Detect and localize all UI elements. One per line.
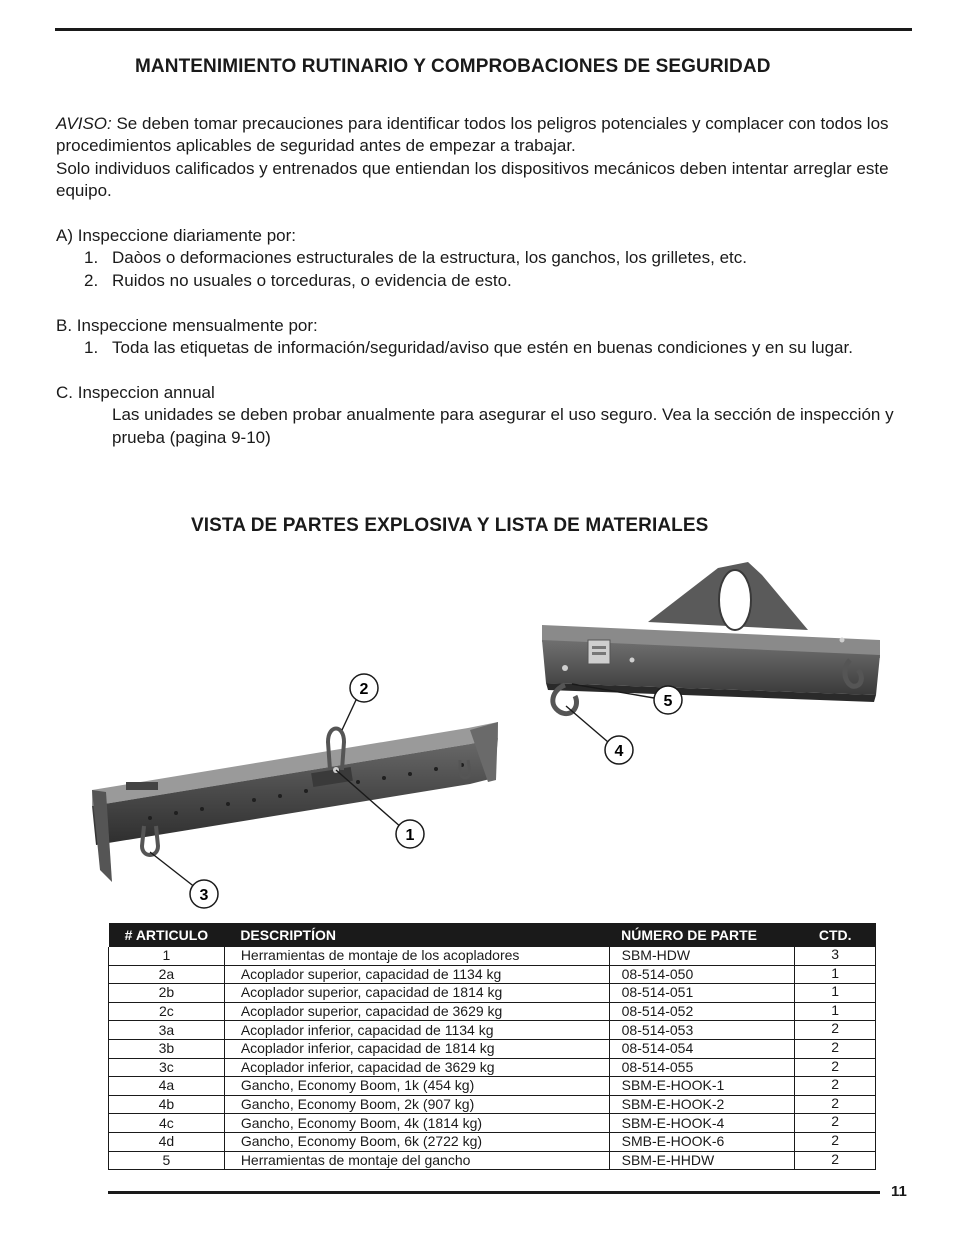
cell-qty: 2	[795, 1039, 876, 1058]
table-row	[109, 1039, 876, 1058]
spreader-beam-with-lug-illustration	[542, 562, 880, 714]
table-row	[109, 1114, 876, 1133]
item-text: Toda las etiquetas de información/seguridad/aviso que estén en buenas condiciones y en su lugar.	[112, 338, 853, 358]
cell-item: 4b	[109, 1095, 225, 1114]
item-text: Daòos o deformaciones estructurales de la estructura, los ganchos, los grilletes, etc.	[112, 248, 747, 268]
cell-qty: 2	[795, 1132, 876, 1151]
page-number: 11	[891, 1183, 907, 1200]
bill-of-materials-table	[108, 923, 876, 1170]
cell-item: 1	[109, 947, 225, 965]
item-text: Ruidos no usuales o torceduras, o evidencia de esto.	[112, 270, 512, 290]
cell-description: Gancho, Economy Boom, 6k (2722 kg)	[224, 1132, 609, 1151]
cell-part-number: SBM-HDW	[609, 947, 795, 965]
notice-label: AVISO:	[56, 114, 112, 133]
bottom-rule	[108, 1191, 880, 1194]
callout-4	[605, 736, 633, 764]
callout-5-label: 5	[663, 693, 673, 710]
cell-qty: 1	[795, 984, 876, 1003]
cell-description: Acoplador superior, capacidad de 3629 kg	[224, 1002, 609, 1021]
cell-description: Acoplador superior, capacidad de 1134 kg	[224, 965, 609, 984]
cell-qty: 1	[795, 1002, 876, 1021]
cell-qty: 2	[795, 1021, 876, 1040]
cell-part-number: SBM-E-HOOK-4	[609, 1114, 795, 1133]
cell-description: Herramientas de montaje de los acopladores	[224, 947, 609, 965]
cell-qty: 2	[795, 1151, 876, 1170]
item-number: 1.	[84, 248, 99, 268]
callout-2	[350, 674, 378, 702]
cell-description: Acoplador inferior, capacidad de 1814 kg	[224, 1039, 609, 1058]
cell-item: 2c	[109, 1002, 225, 1021]
cell-item: 4d	[109, 1132, 225, 1151]
cell-part-number: 08-514-054	[609, 1039, 795, 1058]
table-row	[109, 947, 876, 965]
cell-item: 4a	[109, 1077, 225, 1096]
table-row	[109, 1095, 876, 1114]
cell-description: Gancho, Economy Boom, 2k (907 kg)	[224, 1095, 609, 1114]
section-c-heading: C. Inspeccion annual	[56, 382, 215, 402]
cell-part-number: SMB-E-HOOK-6	[609, 1132, 795, 1151]
table-header-row	[109, 923, 876, 947]
cell-qty: 2	[795, 1114, 876, 1133]
section-a-item	[56, 247, 906, 269]
cell-item: 3c	[109, 1058, 225, 1077]
cell-item: 3a	[109, 1021, 225, 1040]
table-row	[109, 984, 876, 1003]
section-title-maintenance: MANTENIMIENTO RUTINARIO Y COMPROBACIONES DE SEGURIDAD	[135, 56, 771, 77]
table-row	[109, 1151, 876, 1170]
item-number: 2.	[84, 270, 99, 290]
cell-item: 4c	[109, 1114, 225, 1133]
header-part-number: NÚMERO DE PARTE	[609, 923, 795, 947]
cell-description: Gancho, Economy Boom, 1k (454 kg)	[224, 1077, 609, 1096]
cell-part-number: 08-514-052	[609, 1002, 795, 1021]
cell-part-number: 08-514-053	[609, 1021, 795, 1040]
callout-5	[654, 686, 682, 714]
maintenance-body	[56, 113, 906, 449]
cell-description: Gancho, Economy Boom, 4k (1814 kg)	[224, 1114, 609, 1133]
cell-qty: 1	[795, 965, 876, 984]
cell-description: Acoplador inferior, capacidad de 1134 kg	[224, 1021, 609, 1040]
cell-part-number: 08-514-055	[609, 1058, 795, 1077]
callout-1	[396, 820, 424, 848]
table-row	[109, 1077, 876, 1096]
table-row	[109, 1002, 876, 1021]
section-b-item	[56, 337, 906, 359]
cell-part-number: 08-514-050	[609, 965, 795, 984]
header-item: # ARTICULO	[109, 923, 225, 947]
cell-item: 3b	[109, 1039, 225, 1058]
cell-qty: 2	[795, 1058, 876, 1077]
cell-item: 2b	[109, 984, 225, 1003]
cell-part-number: SBM-E-HHDW	[609, 1151, 795, 1170]
section-title-parts: VISTA DE PARTES EXPLOSIVA Y LISTA DE MATERIALES	[191, 515, 709, 536]
notice-paragraph	[56, 113, 906, 158]
cell-part-number: SBM-E-HOOK-2	[609, 1095, 795, 1114]
table-row	[109, 965, 876, 984]
header-qty: CTD.	[795, 923, 876, 947]
section-a-heading: A) Inspeccione diariamente por:	[56, 226, 297, 246]
section-a-item	[56, 270, 906, 292]
cell-qty: 3	[795, 947, 876, 965]
cell-description: Acoplador inferior, capacidad de 3629 kg	[224, 1058, 609, 1077]
header-description: DESCRIPTÍON	[224, 923, 609, 947]
callout-4-label: 4	[614, 743, 624, 760]
callout-1-label: 1	[405, 827, 415, 844]
table-row	[109, 1021, 876, 1040]
top-rule	[55, 28, 912, 31]
notice-line2: Solo individuos calificados y entrenados que entiendan los dispositivos mecánicos deben intentar arreglar este equipo.	[56, 158, 889, 201]
cell-description: Herramientas de montaje del gancho	[224, 1151, 609, 1170]
table-row	[109, 1132, 876, 1151]
cell-item: 2a	[109, 965, 225, 984]
cell-item: 5	[109, 1151, 225, 1170]
notice-text: Se deben tomar precauciones para identificar todos los peligros potenciales y complacer con todos los procedimientos aplicables de seguridad antes de empezar a trabajar.	[56, 114, 889, 156]
adjustable-beam-illustration	[92, 722, 498, 882]
cell-part-number: SBM-E-HOOK-1	[609, 1077, 795, 1096]
exploded-parts-figure	[0, 560, 954, 920]
cell-qty: 2	[795, 1077, 876, 1096]
cell-part-number: 08-514-051	[609, 984, 795, 1003]
item-number: 1.	[84, 338, 99, 358]
section-b-heading: B. Inspeccione mensualmente por:	[56, 315, 318, 335]
callout-3	[190, 880, 218, 908]
cell-qty: 2	[795, 1095, 876, 1114]
callout-3-label: 3	[199, 887, 209, 904]
section-c-body: Las unidades se deben probar anualmente para asegurar el uso seguro. Vea la sección de inspección y prueba (pagina 9-10)	[112, 405, 894, 447]
table-row	[109, 1058, 876, 1077]
cell-description: Acoplador superior, capacidad de 1814 kg	[224, 984, 609, 1003]
callout-2-label: 2	[359, 681, 369, 698]
